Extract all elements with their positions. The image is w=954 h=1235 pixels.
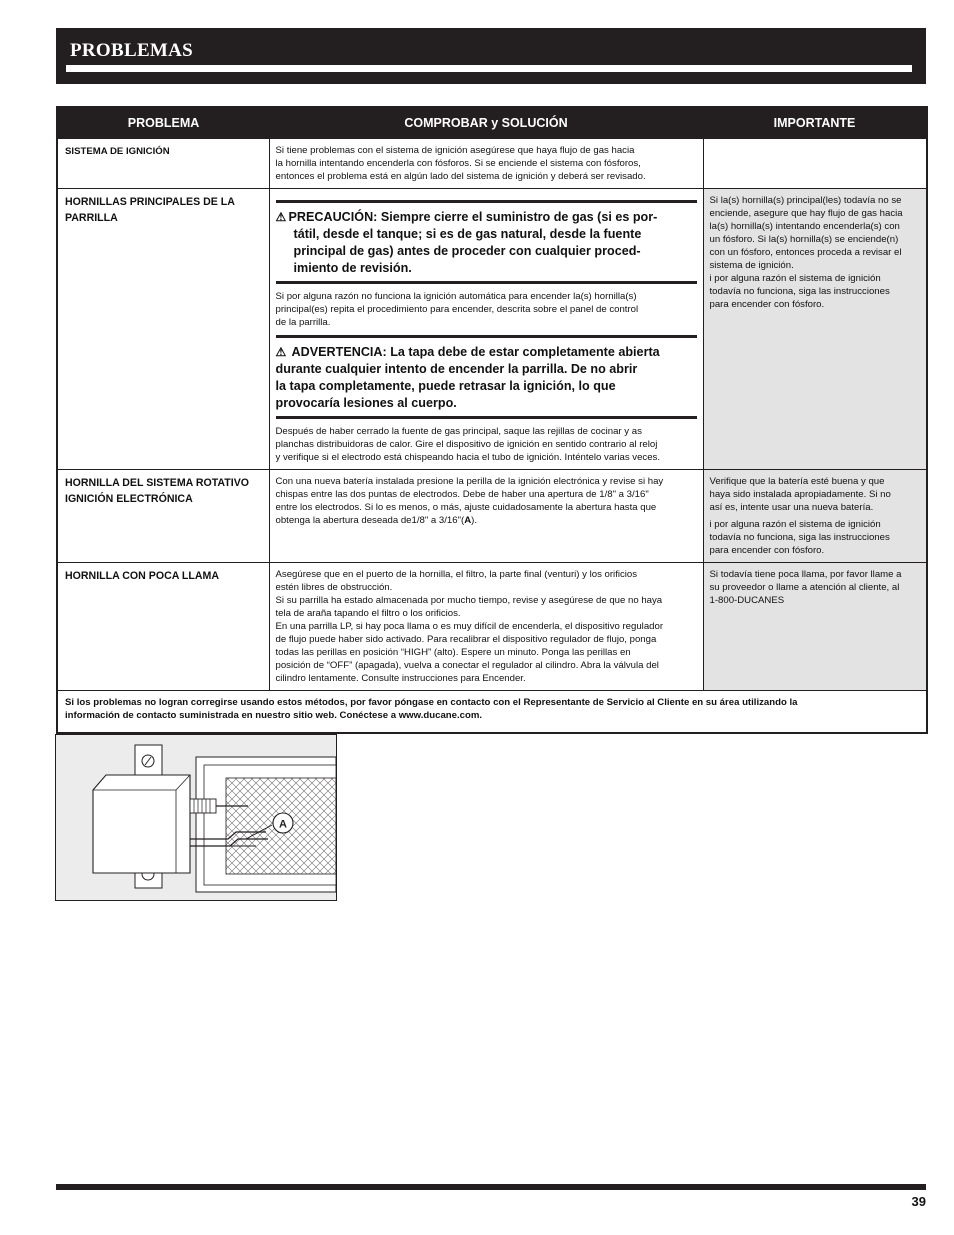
important-cell [703,563,927,691]
text-line: con un fósforo, entonces proceda a revisar el [709,247,902,258]
text-line: de flujo puede haber sido activado. Para recalibrar el dispositivo regulador de flujo, ponga [275,634,657,645]
caution-line: tátil, desde el tanque; si es de gas natural, desde la fuente [293,227,642,241]
text-line: Si los problemas no logran corregirse usando estos métodos, por favor póngase en contacto con el Representante de Servicio al Cliente en su área utilizando la [65,697,798,708]
text-line: enciende, asegure que hay flujo de gas hacia [709,208,903,219]
text-line: estén libres de obstrucción. [275,582,393,593]
table-row [57,470,927,563]
problem-cell [57,563,269,691]
text-line: la(s) hornilla(s) intentando encenderla(s) con [709,221,900,232]
text-line: así es, intente usar una nueva batería. [709,502,874,513]
table-row [57,139,927,189]
text-line: para encender con fósforo. [709,545,825,556]
text-line: cilindro lentamente. Consulte instrucciones para Encender. [275,673,526,684]
caution-line: PRECAUCIÓN: Siempre cierre el suministro de gas (si es por- [288,210,658,224]
page-title: PROBLEMAS [70,40,194,61]
important-cell [703,470,927,563]
column-header-problem: PROBLEMA [57,107,269,139]
text-line: posición de “OFF” (apagada), vuelva a conectar el regulador al cilindro. Abra la válvula del [275,660,659,671]
table-footer-row [57,691,927,734]
header-rule [66,65,912,72]
text-line: entre los electrodos. Si lo es menos, o más, ajuste cuidadosamente la abertura hasta que [275,502,657,513]
text-line: de la parrilla. [275,317,331,328]
problem-label: HORNILLAS PRINCIPALES DE LA PARRILLA [65,196,235,224]
text-line: En una parrilla LP, si hay poca llama o es muy difícil de encenderla, el dispositivo regulador [275,621,664,632]
callout-label: A [279,818,287,831]
text-line: i por alguna razón el sistema de ignición [709,519,881,530]
important-cell [703,189,927,470]
text-line: entonces el problema está en algún lado del sistema de ignición y deberá ser revisado. [275,171,646,182]
text-line-part: obtenga la abertura deseada de1/8" a 3/16"( [275,515,465,526]
text-line: planchas distribuidoras de calor. Gire el dispositivo de ignición en sentido contrario al reloj [275,439,658,450]
ignition-electrode-diagram [55,734,337,901]
text-line: principal(es) repita el procedimiento para encender, descrita sobre el panel de control [275,304,639,315]
warning-triangle-icon: ⚠ [275,345,287,359]
text-line: Asegúrese que en el puerto de la hornilla, el filtro, la parte final (venturi) y los orificios [275,569,638,580]
text-line: Verifique que la batería esté buena y que [709,476,885,487]
text-line: Si la(s) hornilla(s) principal(les) todavía no se [709,195,902,206]
text-line: todas las perillas en posición “HIGH” (alto). Espere un minuto. Ponga las perillas en [275,647,631,658]
text-line-part: ). [471,515,478,526]
text-line: chispas entre las dos puntas de electrodos. Debe de haber una apertura de 1/8" a 3/16" [275,489,649,500]
text-line: para encender con fósforo. [709,299,825,310]
electrode-illustration [56,735,336,900]
figure-reference: A [464,515,472,526]
text-line: la hornilla intentando encenderla con fósforos. Si se enciende el sistema con fósforos, [275,158,641,169]
important-cell [703,139,927,189]
warning-line: provocaría lesiones al cuerpo. [275,396,457,410]
text-line: información de contacto suministrada en nuestro sitio web. Conéctese a www.ducane.com. [65,710,483,721]
text-line: un fósforo. Si la(s) hornilla(s) se enciende(n) [709,234,899,245]
warning-line: durante cualquier intento de encender la parrilla. De no abrir [275,362,638,376]
text-line: todavía no funciona, siga las instrucciones [709,286,890,297]
page-number: 39 [911,1194,926,1209]
problem-cell [57,139,269,189]
solution-cell [269,470,703,563]
text-line: i por alguna razón el sistema de ignición [709,273,881,284]
footer-note [57,691,927,734]
problem-label: SISTEMA DE IGNICIÓN [65,146,170,157]
solution-cell [269,189,703,470]
warning-box [276,335,697,419]
solution-cell [269,139,703,189]
table-header-row [57,107,927,139]
text-line: Si por alguna razón no funciona la ignición automática para encender la(s) hornilla(s) [275,291,637,302]
text-line: Si todavía tiene poca llama, por favor llame a [709,569,902,580]
column-header-important: IMPORTANTE [703,107,927,139]
caution-line: principal de gas) antes de proceder con cualquier proced- [293,244,641,258]
text-line: sistema de ignición. [709,260,794,271]
text-line: y verifique si el electrodo está chispeando hacia el tubo de ignición. Inténtelo varias veces. [275,452,661,463]
text-line [276,514,697,527]
text-line: todavía no funciona, siga las instrucciones [709,532,890,543]
problem-cell [57,189,269,470]
text-line: Después de haber cerrado la fuente de gas principal, saque las rejillas de cocinar y as [275,426,642,437]
table-row [57,563,927,691]
solution-cell [269,563,703,691]
warning-line: la tapa completamente, puede retrasar la ignición, lo que [275,379,616,393]
text-line: Con una nueva batería instalada presione la perilla de la ignición electrónica y revise si hay [275,476,664,487]
warning-triangle-icon: ⚠ [275,210,287,224]
text-line: 1-800-DUCANES [709,595,785,606]
text-line: Si tiene problemas con el sistema de ignición asegúrese que haya flujo de gas hacia [275,145,635,156]
text-line: haya sido instalada apropiadamente. Si no [709,489,891,500]
text-line: su proveedor o llame a atención al cliente, al [709,582,900,593]
problem-label: HORNILLA CON POCA LLAMA [65,570,219,582]
caution-line: imiento de revisión. [293,261,412,275]
troubleshooting-table [56,106,928,734]
problem-label: HORNILLA DEL SISTEMA ROTATIVO IGNICIÓN ELECTRÓNICA [65,477,250,505]
text-line: Si su parrilla ha estado almacenada por mucho tiempo, revise y asegúrese de que no haya [275,595,663,606]
footer-rule [56,1184,926,1190]
text-line: tela de araña tapando el filtro o los orificios. [275,608,461,619]
caution-box [276,200,697,284]
table-row [57,189,927,470]
column-header-solution: COMPROBAR y SOLUCIÓN [269,107,703,139]
warning-line: ADVERTENCIA: La tapa debe de estar completamente abierta [291,345,660,359]
problem-cell [57,470,269,563]
section-header [56,28,926,84]
